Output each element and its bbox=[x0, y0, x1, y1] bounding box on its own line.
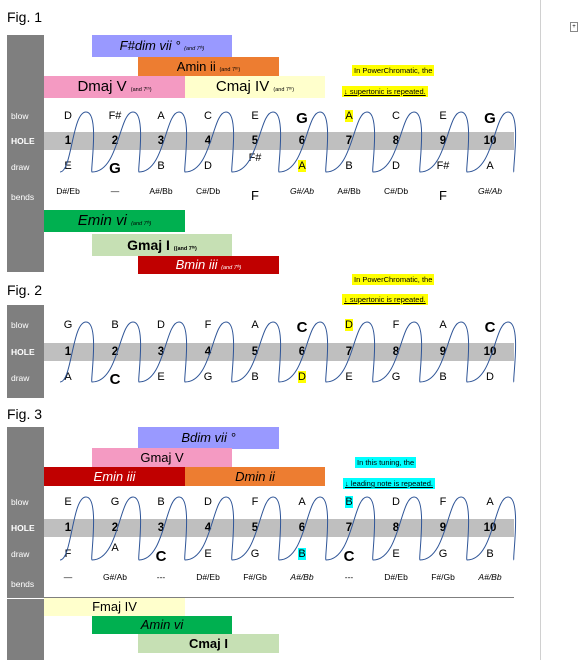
fig1-bend-note: F bbox=[439, 188, 447, 203]
fig3-draw-note: C bbox=[155, 548, 167, 565]
fig1-bend-note: C#/Db bbox=[195, 186, 221, 196]
fig3-chord-dmin: Dmin ii bbox=[185, 467, 325, 486]
fig1-hole-label: HOLE bbox=[11, 136, 35, 146]
fig3-bend-note: D#/Eb bbox=[384, 572, 408, 582]
fig3-note-line1: In this tuning, the bbox=[357, 458, 415, 467]
fig3-chord-cmaj: Cmaj I bbox=[138, 634, 279, 653]
fig3-chord-bdim: Bdim vii ° bbox=[138, 427, 279, 449]
fig1-hole-number: 5 bbox=[251, 135, 259, 147]
fig3-draw-note: B bbox=[298, 548, 306, 560]
fig3-blow-note: E bbox=[64, 496, 72, 508]
fig3-chord-gmaj: Gmaj V bbox=[92, 448, 232, 467]
fig3-hole-number: 3 bbox=[157, 522, 165, 534]
fig3-hole-number: 8 bbox=[392, 522, 400, 534]
fig1-bend-note: A#/Bb bbox=[149, 186, 173, 196]
fig2-hole-number: 9 bbox=[439, 346, 447, 358]
fig2-note-line2: ↓ supertonic is repeated. bbox=[344, 295, 426, 304]
fig2-note-line1: In PowerChromatic, the bbox=[354, 275, 433, 284]
fig3-blow-note: F bbox=[439, 496, 447, 508]
fig2-blow-note: A bbox=[439, 319, 447, 331]
fig1-note-line1: In PowerChromatic, the bbox=[354, 66, 433, 75]
fig2-draw-note: E bbox=[157, 371, 165, 383]
fig1-draw-note: D bbox=[204, 160, 212, 172]
fig3-draw-note: G bbox=[438, 548, 448, 560]
fig2-hole-number: 3 bbox=[157, 346, 165, 358]
fig3-draw-note: E bbox=[204, 548, 212, 560]
fig3-blow-note: F bbox=[251, 496, 259, 508]
fig2-draw-note: E bbox=[345, 371, 353, 383]
fig2-hole-number: 7 bbox=[345, 346, 353, 358]
fig2-draw-label: draw bbox=[11, 373, 30, 383]
fig1-hole-number: 8 bbox=[392, 135, 400, 147]
fig2-draw-note: D bbox=[298, 371, 306, 383]
fig3-draw-note: F bbox=[64, 548, 72, 560]
fig3-hole-number: 7 bbox=[345, 522, 353, 534]
fig3-bend-note: F#/Gb bbox=[243, 572, 267, 582]
fig1-blow-note: A bbox=[157, 110, 165, 122]
fig2-blow-note: C bbox=[484, 319, 496, 336]
fig3-blow-note: D bbox=[204, 496, 212, 508]
fig1-blow-note: F# bbox=[108, 110, 122, 122]
fig1-hole-number: 2 bbox=[111, 135, 119, 147]
fig3-hole-number: 5 bbox=[251, 522, 259, 534]
fig1-hole-number: 1 bbox=[64, 135, 72, 147]
fig3-draw-note: A bbox=[111, 542, 119, 554]
fig2-blow-note: D bbox=[157, 319, 165, 331]
fig1-bend-note: A#/Bb bbox=[337, 186, 361, 196]
fig2-label: Fig. 2 bbox=[7, 282, 43, 298]
fig1-draw-label: draw bbox=[11, 162, 30, 172]
fig3-chord-amin: Amin vi bbox=[92, 616, 232, 634]
fig1-blow-note: A bbox=[345, 110, 353, 122]
fig3-bend-note: --- bbox=[344, 572, 354, 582]
fig1-chord-fsharp-dim: F#dim vii ° (and 7ᵗʰ) bbox=[92, 35, 232, 57]
fig1-hole-number: 3 bbox=[157, 135, 165, 147]
fig1-chord-cmaj: Cmaj IV (and 7ᵗʰ) bbox=[185, 76, 325, 98]
fig1-blow-note: D bbox=[64, 110, 72, 122]
fig1-bend-note: D#/Eb bbox=[56, 186, 80, 196]
fig3-blow-label: blow bbox=[11, 497, 29, 507]
fig3-bend-note: G#/Ab bbox=[102, 572, 128, 582]
fig2-blow-note: G bbox=[63, 319, 73, 331]
fig2-draw-note: B bbox=[251, 371, 259, 383]
fig2-draw-note: C bbox=[109, 371, 121, 388]
fig3-draw-label: draw bbox=[11, 549, 30, 559]
fig2-draw-note: G bbox=[203, 371, 213, 383]
fig3-bends-label: bends bbox=[11, 579, 35, 589]
fig3-hole-number: 9 bbox=[439, 522, 447, 534]
fig1-blow-note: G bbox=[296, 110, 308, 127]
fig3-bend-note: D#/Eb bbox=[196, 572, 220, 582]
fig3-hole-number: 1 bbox=[64, 522, 72, 534]
fig2-hole-label: HOLE bbox=[11, 347, 35, 357]
fig1-bend-note: — bbox=[110, 186, 120, 196]
fig1-draw-note: B bbox=[345, 160, 353, 172]
fig2-draw-note: B bbox=[439, 371, 447, 383]
fig1-hole-number: 6 bbox=[298, 135, 306, 147]
fig1-blow-note: G bbox=[484, 110, 496, 127]
fig1-bend-note: G#/Ab bbox=[477, 186, 503, 196]
fig3-draw-note: B bbox=[486, 548, 494, 560]
fig1-bend-note: F bbox=[251, 188, 259, 203]
fig3-blow-note: A bbox=[486, 496, 494, 508]
fig1-hole-number: 10 bbox=[483, 135, 497, 147]
fig3-chord-fmaj: Fmaj IV bbox=[44, 598, 185, 616]
fig2-hole-number: 10 bbox=[483, 346, 497, 358]
fig2-blow-note: B bbox=[111, 319, 119, 331]
fig1-blow-label: blow bbox=[11, 111, 29, 121]
fig3-note-line2: ↓ leading note is repeated. bbox=[345, 479, 433, 488]
fig2-hole-number: 4 bbox=[204, 346, 212, 358]
fig3-blow-note: B bbox=[345, 496, 353, 508]
fig2-draw-note: A bbox=[64, 371, 72, 383]
fig1-blow-note: C bbox=[204, 110, 212, 122]
fig3-hole-number: 10 bbox=[483, 522, 497, 534]
fig1-bends-label: bends bbox=[11, 192, 35, 202]
fig2-blow-label: blow bbox=[11, 320, 29, 330]
fig1-note-line2: ↓ supertonic is repeated. bbox=[344, 87, 426, 96]
fig3-chord-emin: Emin iii bbox=[44, 467, 185, 486]
fig3-bend-note: A#/Bb bbox=[478, 572, 502, 582]
fig3-blow-note: G bbox=[110, 496, 120, 508]
layout-options-icon[interactable]: + bbox=[570, 22, 578, 32]
fig1-draw-note: E bbox=[64, 160, 72, 172]
fig1-blow-note: E bbox=[439, 110, 447, 122]
fig2-hole-number: 8 bbox=[392, 346, 400, 358]
fig1-bend-note: C#/Db bbox=[383, 186, 409, 196]
fig2-hole-number: 2 bbox=[111, 346, 119, 358]
fig1-draw-note: A bbox=[298, 160, 306, 172]
fig2-draw-note: D bbox=[486, 371, 494, 383]
fig3-blow-note: B bbox=[157, 496, 165, 508]
fig3-bend-note: --- bbox=[156, 572, 166, 582]
fig2-hole-number: 6 bbox=[298, 346, 306, 358]
fig2-blow-note: F bbox=[392, 319, 400, 331]
fig1-draw-note: G bbox=[109, 160, 121, 177]
fig1-hole-number: 4 bbox=[204, 135, 212, 147]
fig3-bend-note: A#/Bb bbox=[290, 572, 314, 582]
fig3-draw-note: E bbox=[392, 548, 400, 560]
fig3-blow-note: A bbox=[298, 496, 306, 508]
fig1-blow-note: E bbox=[251, 110, 259, 122]
fig2-hole-number: 1 bbox=[64, 346, 72, 358]
fig3-label: Fig. 3 bbox=[7, 406, 43, 422]
fig2-blow-note: A bbox=[251, 319, 259, 331]
fig1-draw-note: A bbox=[486, 160, 494, 172]
fig3-hole-number: 2 bbox=[111, 522, 119, 534]
fig1-blow-note: C bbox=[392, 110, 400, 122]
fig3-hole-number: 4 bbox=[204, 522, 212, 534]
fig1-hole-number: 7 bbox=[345, 135, 353, 147]
fig3-bend-note: F#/Gb bbox=[431, 572, 455, 582]
fig3-hole-number: 6 bbox=[298, 522, 306, 534]
fig1-bend-note: G#/Ab bbox=[289, 186, 315, 196]
fig2-blow-note: D bbox=[345, 319, 353, 331]
fig1-chord-dmaj: Dmaj V (and 7ᵗʰ) bbox=[44, 76, 185, 98]
fig2-blow-note: F bbox=[204, 319, 212, 331]
fig1-label: Fig. 1 bbox=[7, 9, 43, 25]
fig3-draw-note: G bbox=[250, 548, 260, 560]
fig1-chord-amin: Amin ii (and 7ᵗʰ) bbox=[138, 57, 279, 76]
fig1-chord-bmin: Bmin iii (and 7ᵗʰ) bbox=[138, 256, 279, 274]
fig1-hole-number: 9 bbox=[439, 135, 447, 147]
fig2-blow-note: C bbox=[296, 319, 308, 336]
fig1-draw-note: B bbox=[157, 160, 165, 172]
fig2-hole-number: 5 bbox=[251, 346, 259, 358]
fig3-hole-label: HOLE bbox=[11, 523, 35, 533]
fig1-draw-note: F# bbox=[436, 160, 450, 172]
fig2-draw-note: G bbox=[391, 371, 401, 383]
fig1-draw-note: F# bbox=[248, 152, 262, 164]
fig3-draw-note: C bbox=[343, 548, 355, 565]
fig1-chord-gmaj: Gmaj I ((and 7ᵗʰ) bbox=[92, 234, 232, 256]
fig3-blow-note: D bbox=[392, 496, 400, 508]
fig1-chord-emin: Emin vi (and 7ᵗʰ) bbox=[44, 210, 185, 232]
fig3-bend-note: — bbox=[63, 572, 73, 582]
fig1-draw-note: D bbox=[392, 160, 400, 172]
